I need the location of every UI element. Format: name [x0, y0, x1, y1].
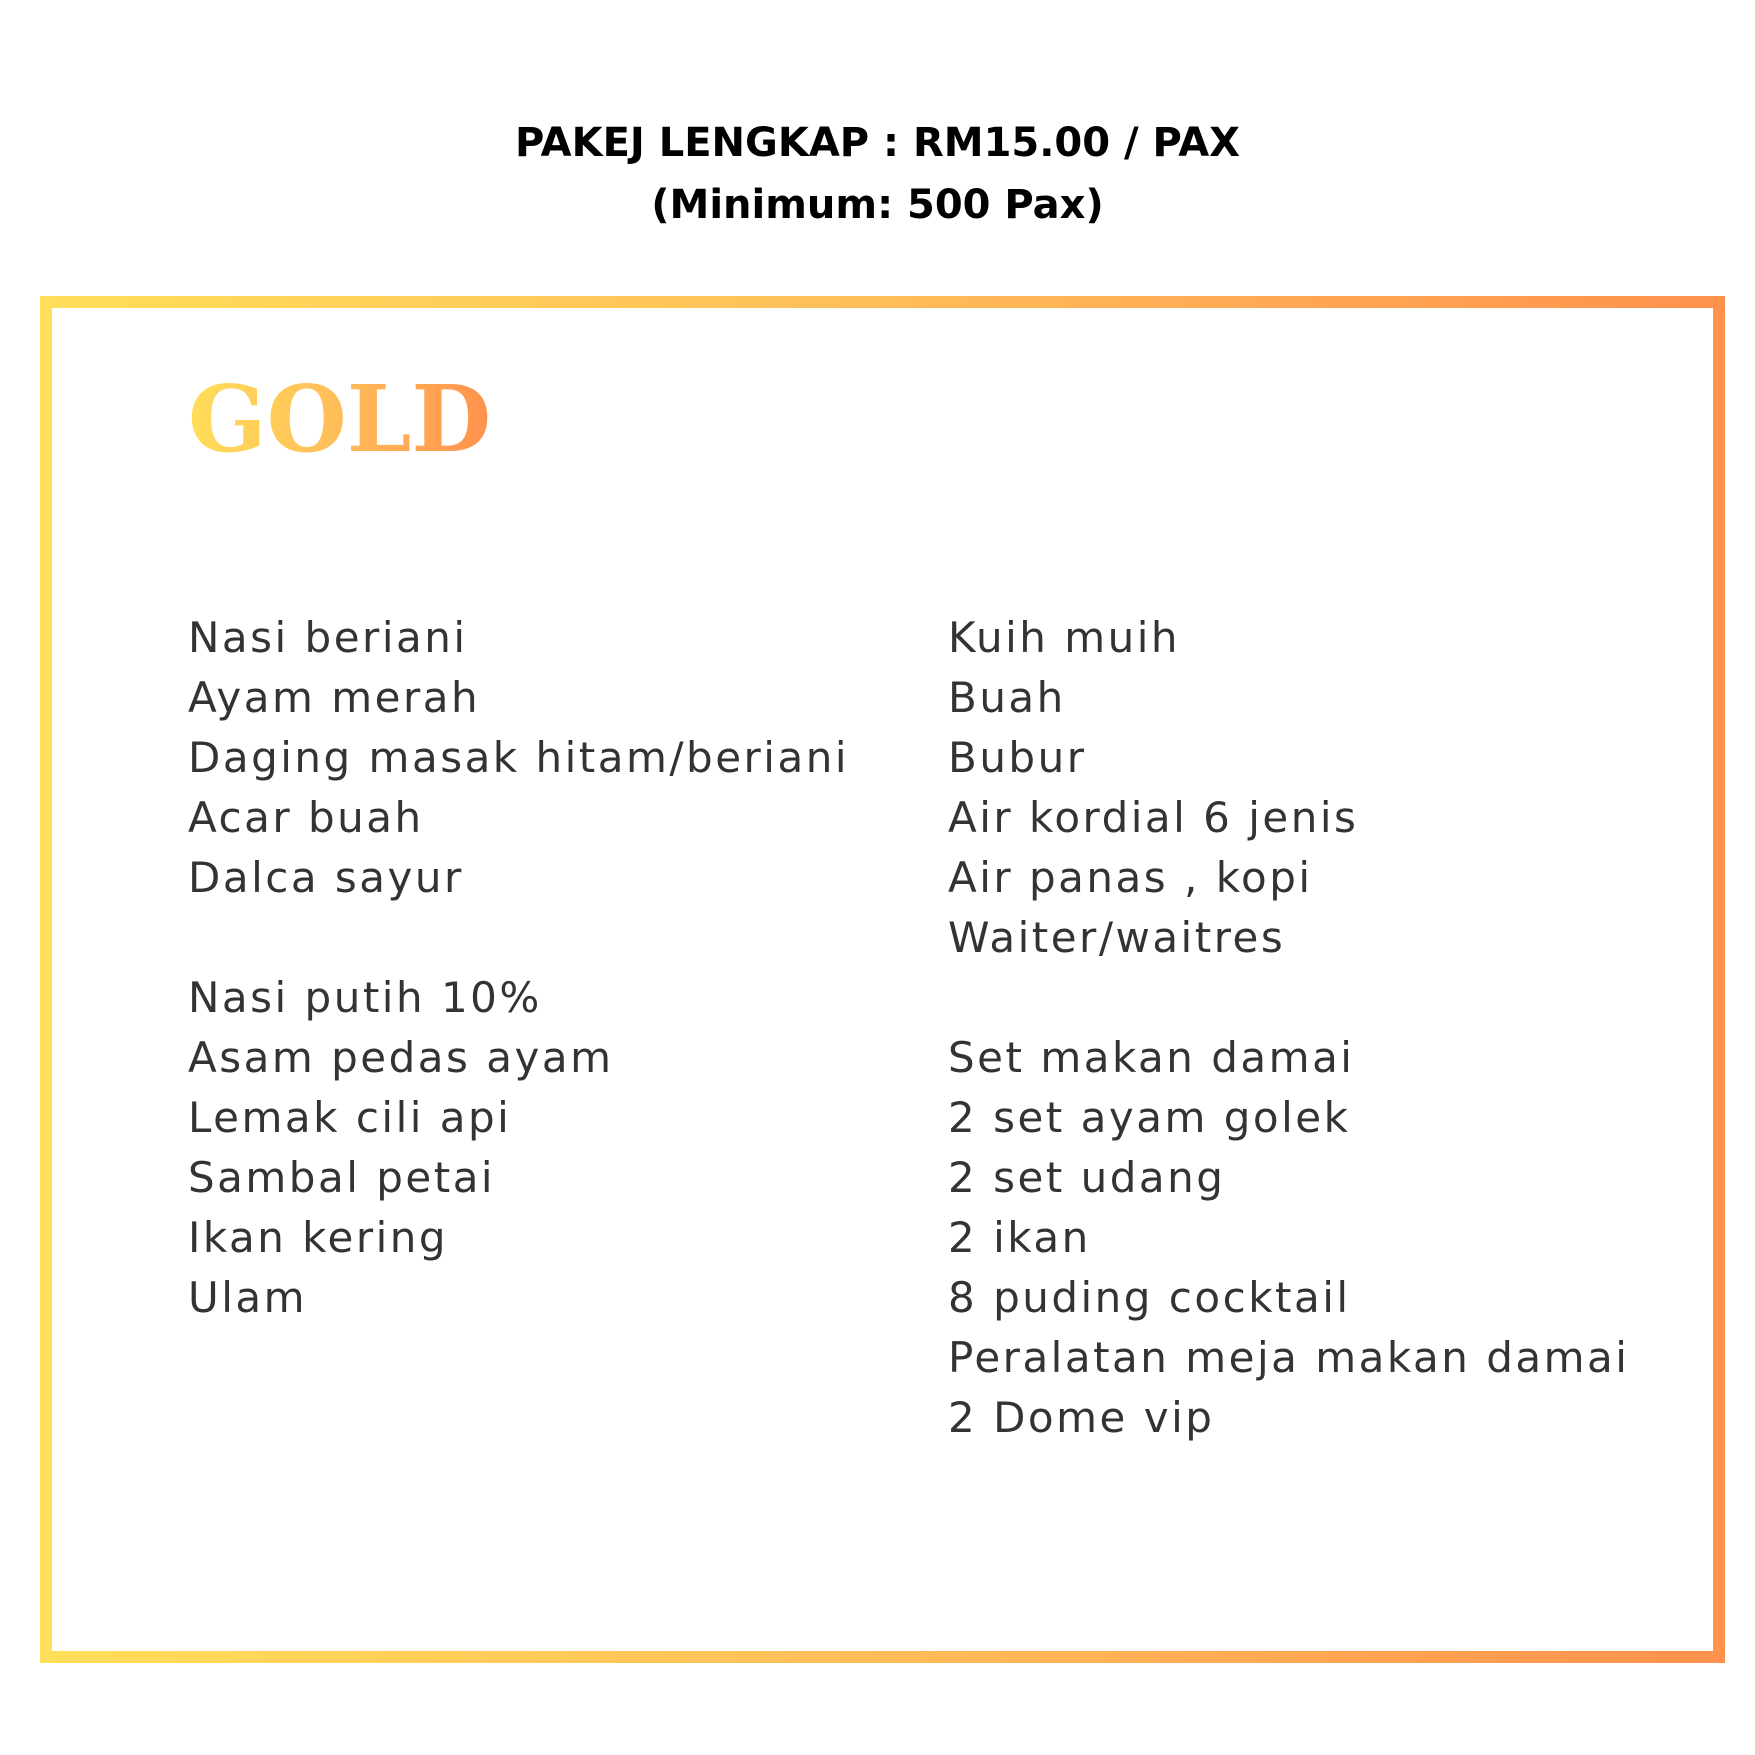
menu-item: Air kordial 6 jenis — [948, 793, 1359, 842]
menu-item: Ulam — [188, 1273, 308, 1322]
menu-item: Set makan damai — [948, 1033, 1355, 1082]
menu-item: Dalca sayur — [188, 853, 464, 902]
menu-item: Air panas , kopi — [948, 853, 1313, 902]
menu-item: Kuih muih — [948, 613, 1181, 662]
menu-item: Peralatan meja makan damai — [948, 1333, 1630, 1382]
menu-item: 2 set udang — [948, 1153, 1226, 1202]
menu-item: 2 Dome vip — [948, 1393, 1215, 1442]
menu-item: 8 puding cocktail — [948, 1273, 1351, 1322]
menu-item: Bubur — [948, 733, 1087, 782]
menu-item: Buah — [948, 673, 1066, 722]
menu-item: Daging masak hitam/beriani — [188, 733, 849, 782]
menu-group-spacer — [948, 968, 1629, 1028]
menu-item: 2 ikan — [948, 1213, 1091, 1262]
menu-item: Nasi putih 10% — [188, 973, 542, 1022]
menu-item: Ayam merah — [188, 673, 481, 722]
package-header — [0, 112, 1755, 236]
menu-item: Ikan kering — [188, 1213, 449, 1262]
package-price-title: PAKEJ LENGKAP : RM15.00 / PAX — [515, 120, 1240, 166]
menu-item: Acar buah — [188, 793, 424, 842]
menu-item: Nasi beriani — [188, 613, 468, 662]
menu-item: 2 set ayam golek — [948, 1093, 1351, 1142]
menu-item: Asam pedas ayam — [188, 1033, 614, 1082]
package-card-border — [40, 296, 1725, 1663]
menu-item: Waiter/waitres — [948, 913, 1286, 962]
menu-group-spacer — [188, 908, 849, 968]
menu-right-column — [948, 608, 1629, 1448]
package-tier-title: GOLD — [188, 365, 492, 473]
menu-item: Lemak cili api — [188, 1093, 512, 1142]
package-card — [52, 308, 1713, 1651]
menu-item: Sambal petai — [188, 1153, 496, 1202]
package-minimum-note: (Minimum: 500 Pax) — [651, 182, 1104, 228]
menu-left-column — [188, 608, 849, 1328]
